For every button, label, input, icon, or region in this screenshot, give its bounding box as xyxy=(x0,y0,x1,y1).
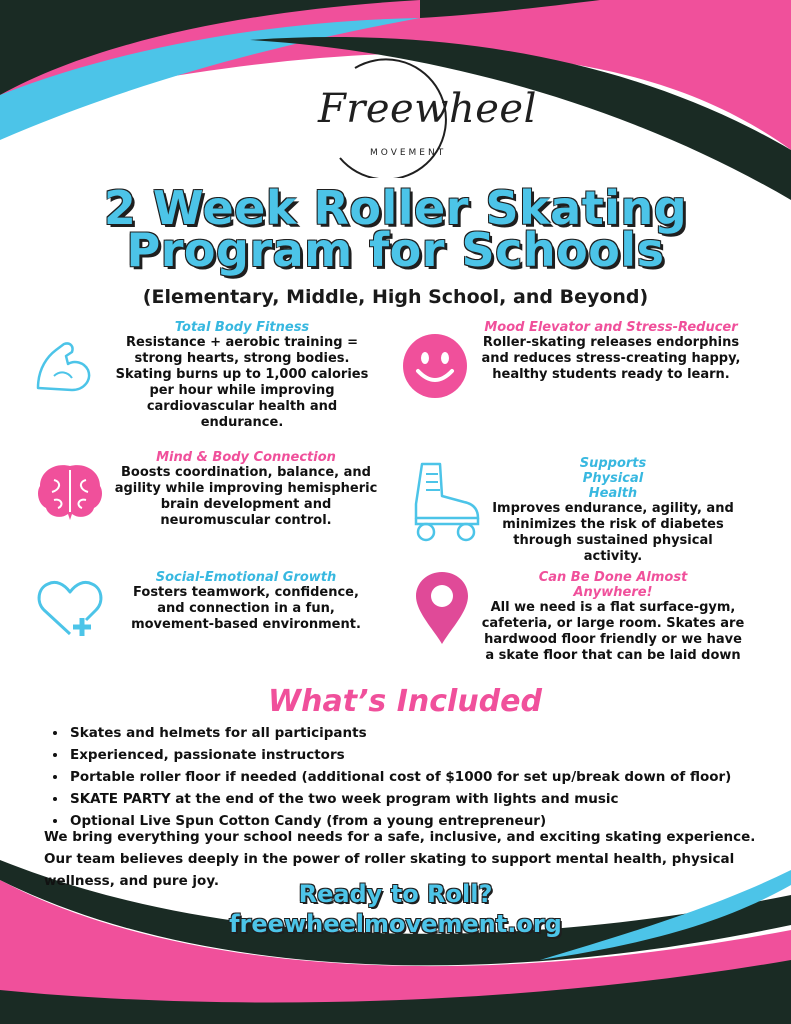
brain-icon xyxy=(34,460,106,526)
cta-heading: Ready to Roll? xyxy=(298,880,493,908)
page-title-line1: 2 Week Roller Skating xyxy=(103,181,688,235)
closing-paragraph: We bring everything your school needs for a safe, inclusive, and exciting skating experience. Our team believes deeply in the power of roller skating to support mental health, physical wellness, and pure joy. xyxy=(44,829,756,889)
feature-social-title: Social-Emotional Growth xyxy=(155,570,337,585)
website-link[interactable]: freewheelmovement.org xyxy=(229,910,562,938)
feature-mood-text: Roller-skating releases endorphins and reduces stress-creating happy, healthy students ready to learn. xyxy=(481,335,741,382)
feature-physical xyxy=(488,456,738,565)
included-list xyxy=(48,722,731,832)
page-title-line2: Program for Schools xyxy=(126,223,665,277)
feature-mind-title: Mind & Body Connection xyxy=(156,450,336,465)
list-item: • Optional Live Spun Cotton Candy (from a young entrepreneur) xyxy=(68,810,731,832)
feature-mood xyxy=(480,320,742,383)
feature-mood-title: Mood Elevator and Stress-Reducer xyxy=(484,320,738,335)
freewheel-logo xyxy=(300,48,537,178)
logo-wordmark: Freewheel xyxy=(318,86,537,132)
included-title: What’s Included xyxy=(268,684,542,719)
flexed-arm-icon xyxy=(34,338,96,394)
list-item: • Portable roller floor if needed (additional cost of $1000 for set up/break down of floor) xyxy=(68,766,731,788)
roller-skate-icon xyxy=(408,460,484,544)
list-item: • Skates and helmets for all participants xyxy=(68,722,731,744)
page-subtitle: (Elementary, Middle, High School, and Beyond) xyxy=(142,286,649,308)
feature-fitness-text: Resistance + aerobic training = strong hearts, strong bodies. Skating burns up to 1,000 calories per hour while improving cardiovascular health and endurance. xyxy=(115,335,369,430)
location-pin-icon xyxy=(414,570,470,646)
heart-plus-icon xyxy=(36,578,104,640)
feature-physical-title: Supports Physical Health xyxy=(579,456,647,501)
feature-fitness xyxy=(112,320,372,431)
feature-physical-text: Improves endurance, agility, and minimizes the risk of diabetes through sustained physical activity. xyxy=(492,501,734,564)
feature-social-text: Fosters teamwork, confidence, and connection in a fun, movement-based environment. xyxy=(131,585,361,632)
list-item: • SKATE PARTY at the end of the two week program with lights and music xyxy=(68,788,731,810)
logo-subtext: MOVEMENT xyxy=(370,148,447,158)
feature-anywhere xyxy=(478,570,748,664)
feature-social xyxy=(120,570,372,633)
feature-mind xyxy=(112,450,380,529)
feature-fitness-title: Total Body Fitness xyxy=(174,320,310,335)
feature-anywhere-title: Can Be Done Almost Anywhere! xyxy=(538,570,688,600)
smiley-face-icon xyxy=(402,333,468,399)
list-item: • Experienced, passionate instructors xyxy=(68,744,731,766)
feature-anywhere-text: All we need is a flat surface-gym, cafeteria, or large room. Skates are hardwood floor friendly or we have a skate floor that can be laid down xyxy=(481,600,745,663)
feature-mind-text: Boosts coordination, balance, and agility while improving hemispheric brain development and neuromuscular control. xyxy=(114,465,378,528)
